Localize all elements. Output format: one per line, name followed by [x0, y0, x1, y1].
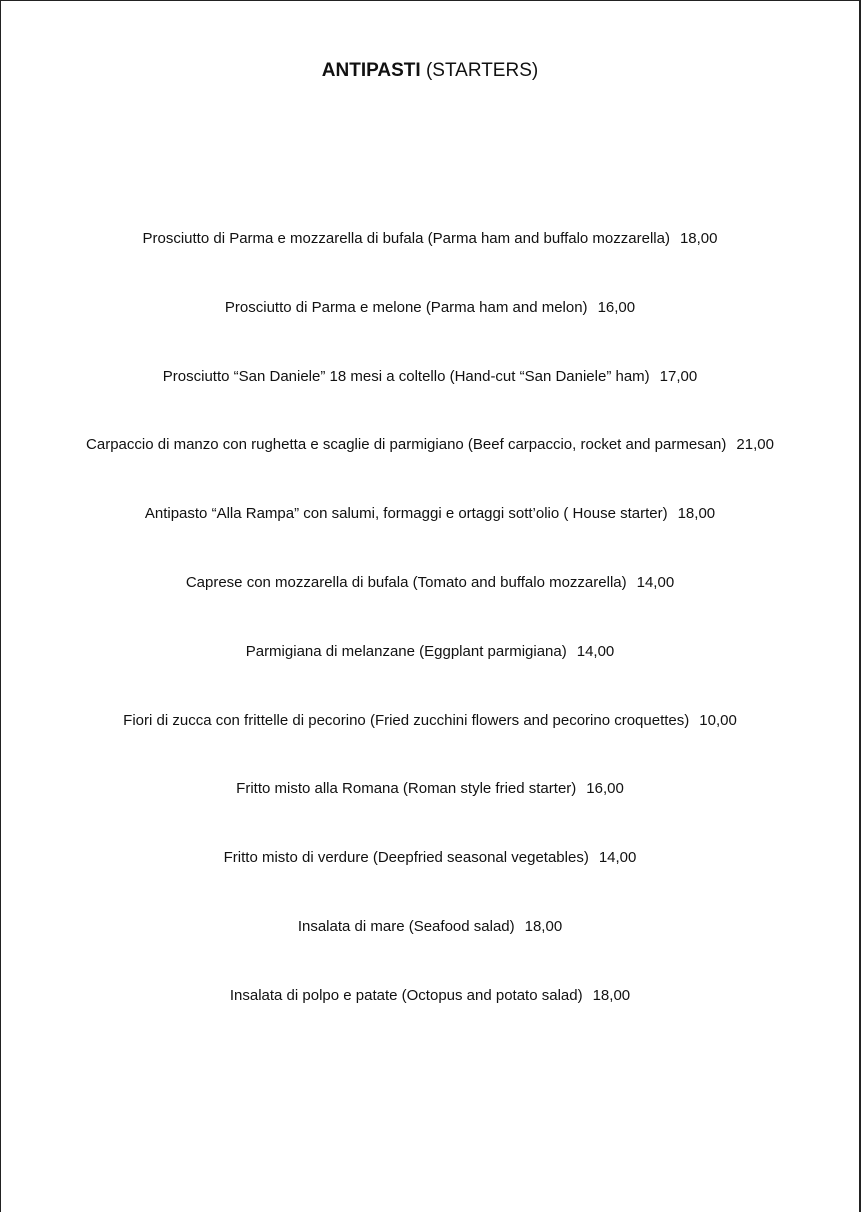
item-name: Prosciutto di Parma e melone (Parma ham and melon) — [224, 298, 588, 316]
menu-item — [1, 640, 859, 709]
item-name: Parmigiana di melanzane (Eggplant parmigiana) — [245, 642, 567, 660]
item-price: 16,00 — [597, 298, 636, 316]
menu-item — [1, 777, 859, 846]
item-name: Caprese con mozzarella di bufala (Tomato and buffalo mozzarella) — [185, 573, 627, 591]
item-name: Fiori di zucca con frittelle di pecorino (Fried zucchini flowers and pecorino croquettes) — [123, 711, 690, 729]
item-name: Antipasto “Alla Rampa” con salumi, formaggi e ortaggi sott’olio ( House starter) — [144, 505, 668, 523]
item-name: Carpaccio di manzo con rughetta e scaglie di parmigiano (Beef carpaccio, rocket and parmesan) — [86, 436, 727, 454]
item-name: Prosciutto di Parma e mozzarella di bufala (Parma ham and buffalo mozzarella) — [142, 230, 670, 247]
menu-item — [1, 227, 859, 296]
item-name: Insalata di polpo e patate (Octopus and potato salad) — [229, 986, 583, 1004]
menu-item — [1, 984, 859, 1053]
item-price: 18,00 — [679, 230, 718, 247]
item-price: 18,00 — [592, 986, 631, 1004]
menu-item — [1, 502, 859, 571]
title-bold: ANTIPASTI — [321, 60, 421, 81]
item-price: 17,00 — [659, 367, 698, 385]
item-name: Fritto misto di verdure (Deepfried seasonal vegetables) — [223, 849, 589, 867]
menu-item — [1, 296, 859, 365]
menu-item — [1, 571, 859, 640]
menu-item — [1, 709, 859, 778]
item-name: Fritto misto alla Romana (Roman style fried starter) — [236, 780, 577, 798]
item-name: Insalata di mare (Seafood salad) — [297, 917, 515, 935]
title-subtitle: (STARTERS) — [425, 60, 539, 81]
item-price: 14,00 — [636, 573, 675, 591]
item-price: 16,00 — [586, 780, 624, 798]
item-price: 18,00 — [524, 917, 563, 935]
menu-item — [1, 846, 859, 915]
menu-item — [1, 365, 859, 434]
item-price: 14,00 — [576, 642, 615, 660]
item-price: 14,00 — [598, 849, 637, 867]
item-price: 10,00 — [699, 711, 737, 729]
menu-item — [1, 433, 859, 502]
item-price: 21,00 — [736, 436, 774, 454]
page-title — [1, 58, 859, 84]
item-name: Prosciutto “San Daniele” 18 mesi a coltello (Hand-cut “San Daniele” ham) — [162, 367, 650, 385]
menu-item — [1, 915, 859, 984]
menu-list — [1, 227, 859, 1053]
item-price: 18,00 — [677, 505, 716, 523]
